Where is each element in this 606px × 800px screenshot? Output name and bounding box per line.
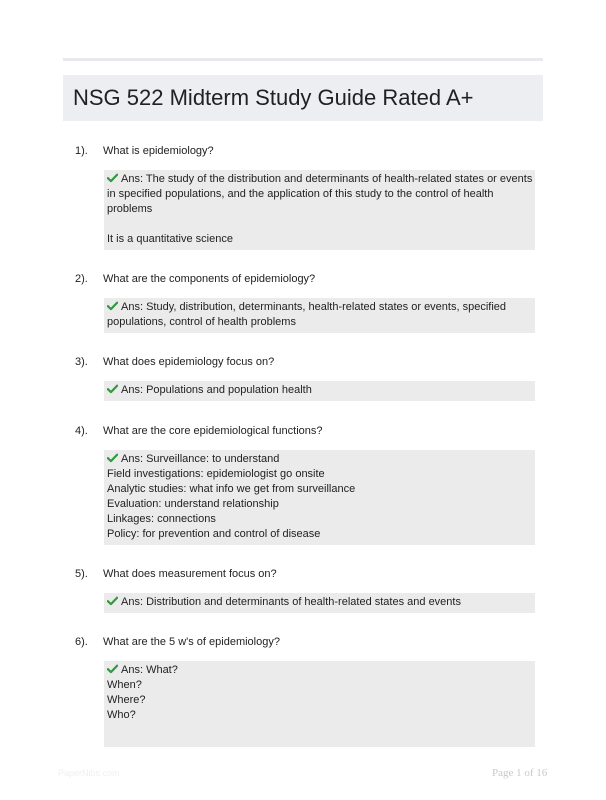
answer-text: When? xyxy=(107,679,142,691)
answer-box xyxy=(104,593,535,613)
answer-text: Who? xyxy=(107,709,136,721)
answer-box xyxy=(104,661,535,747)
question-number: 6). xyxy=(75,636,88,648)
answer-line xyxy=(107,497,531,512)
answer-box xyxy=(104,381,535,401)
answer-text: Field investigations: epidemiologist go onsite xyxy=(107,468,325,480)
answer-line xyxy=(107,232,531,247)
answer-text: Evaluation: understand relationship xyxy=(107,498,279,510)
answer-line xyxy=(107,512,531,527)
checkmark-icon xyxy=(107,173,118,183)
answer-line xyxy=(107,315,531,330)
answer-text: Ans: What? xyxy=(121,664,178,676)
answer-line xyxy=(107,202,531,217)
answer-line xyxy=(107,678,531,693)
question-text: What does measurement focus on? xyxy=(103,568,277,580)
answer-line xyxy=(107,383,531,398)
answer-line xyxy=(107,300,531,315)
answer-text: Ans: Surveillance: to understand xyxy=(121,453,280,465)
answer-box xyxy=(104,450,535,545)
checkmark-icon xyxy=(107,664,118,674)
answer-box xyxy=(104,170,535,250)
question-number: 4). xyxy=(75,425,88,437)
answer-text: It is a quantitative science xyxy=(107,233,233,245)
answer-line xyxy=(107,663,531,678)
question-number: 3). xyxy=(75,356,88,368)
answer-line xyxy=(107,693,531,708)
top-divider xyxy=(63,58,543,61)
question-number: 1). xyxy=(75,145,88,157)
question-number: 5). xyxy=(75,568,88,580)
answer-text: populations, control of health problems xyxy=(107,316,296,328)
answer-line xyxy=(107,467,531,482)
answer-text: Linkages: connections xyxy=(107,513,216,525)
answer-text: Ans: Populations and population health xyxy=(121,384,312,396)
answer-text: Ans: Distribution and determinants of health-related states and events xyxy=(121,596,461,608)
checkmark-icon xyxy=(107,301,118,311)
checkmark-icon xyxy=(107,384,118,394)
question-text: What does epidemiology focus on? xyxy=(103,356,275,368)
answer-blank-line xyxy=(107,217,531,232)
answer-line xyxy=(107,708,531,723)
answer-text: Policy: for prevention and control of disease xyxy=(107,528,321,540)
answer-text: in specified populations, and the application of this study to the control of health xyxy=(107,188,494,200)
question-text: What are the 5 w's of epidemiology? xyxy=(103,636,280,648)
checkmark-icon xyxy=(107,453,118,463)
answer-text: Analytic studies: what info we get from surveillance xyxy=(107,483,356,495)
question-text: What is epidemiology? xyxy=(103,145,214,157)
checkmark-icon xyxy=(107,596,118,606)
answer-line xyxy=(107,452,531,467)
answer-line xyxy=(107,172,531,187)
answer-line xyxy=(107,187,531,202)
question-text: What are the components of epidemiology? xyxy=(103,273,316,285)
page-title: NSG 522 Midterm Study Guide Rated A+ xyxy=(73,85,474,110)
page-number: Page 1 of 16 xyxy=(492,767,548,779)
question-number: 2). xyxy=(75,273,88,285)
answer-line xyxy=(107,595,531,610)
title-bar xyxy=(63,75,543,121)
answer-text: problems xyxy=(107,203,153,215)
question-text: What are the core epidemiological functions? xyxy=(103,425,323,437)
footer-watermark: PaperNibs.com xyxy=(58,768,120,778)
answer-line xyxy=(107,527,531,542)
answer-box xyxy=(104,298,535,333)
answer-text: Where? xyxy=(107,694,146,706)
answer-text: Ans: The study of the distribution and determinants of health-related states or events xyxy=(121,173,533,185)
answer-text: Ans: Study, distribution, determinants, health-related states or events, specified xyxy=(121,301,506,313)
answer-line xyxy=(107,482,531,497)
